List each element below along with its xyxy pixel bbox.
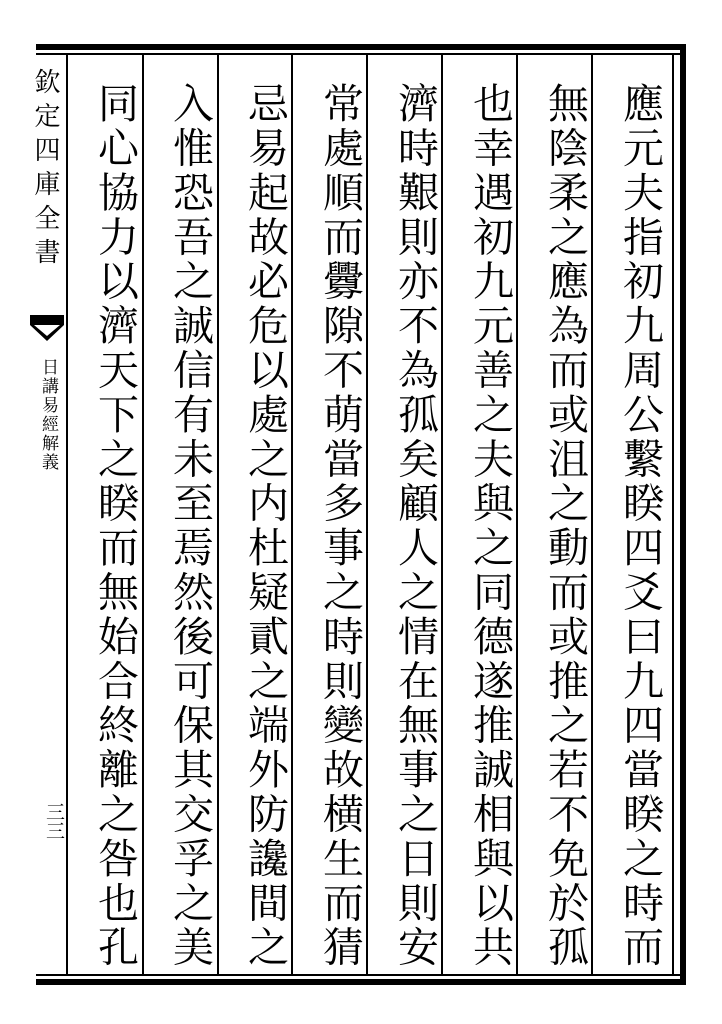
column-rule [591,55,593,974]
column-rule [516,55,518,974]
frame-right-inner-border [672,53,674,976]
text-column-5 [300,82,364,970]
text-column-8 [75,82,139,970]
column-text: 同心協力以濟天下之睽而無始合終離之咎也孔 [91,82,139,970]
text-column-7 [150,82,214,970]
folio-number: 三三 [43,802,65,840]
text-column-1 [600,82,664,970]
column-rule [66,55,68,974]
fish-tail-mark-icon [30,315,64,345]
column-rule [217,55,219,974]
text-column-6 [225,82,289,970]
volume-title: 日講易經解義 [38,358,58,472]
column-text: 常處順而釁隙不萌當多事之時則變故横生而猜 [316,82,364,970]
frame-right-border [680,44,686,985]
text-column-4 [375,82,439,970]
text-column-2 [525,82,589,970]
column-text: 濟時艱則亦不為孤矣顧人之情在無事之日則安 [391,82,439,970]
frame-bottom-border [36,979,686,985]
page-margin [30,60,66,970]
column-text: 入惟恐吾之誠信有未至焉然後可保其交孚之美 [166,82,214,970]
column-rule [291,55,293,974]
frame-bottom-inner-border [36,974,686,976]
column-text: 也幸遇初九元善之夫與之同德遂推誠相與以共 [466,82,514,970]
column-rule [142,55,144,974]
frame-top-inner-border [36,53,686,55]
column-text: 應元夫指初九周公繫睽四爻曰九四當睽之時而 [616,82,664,970]
frame-top-border [36,44,686,50]
text-column-3 [450,82,514,970]
column-rule [441,55,443,974]
column-text: 無陰柔之應為而或沮之動而或推之若不免於孤 [541,82,589,970]
column-text: 忌易起故必危以處之内杜疑貳之端外防讒間之 [241,82,289,970]
column-rule [366,55,368,974]
book-title: 欽定四庫全書 [30,68,60,272]
